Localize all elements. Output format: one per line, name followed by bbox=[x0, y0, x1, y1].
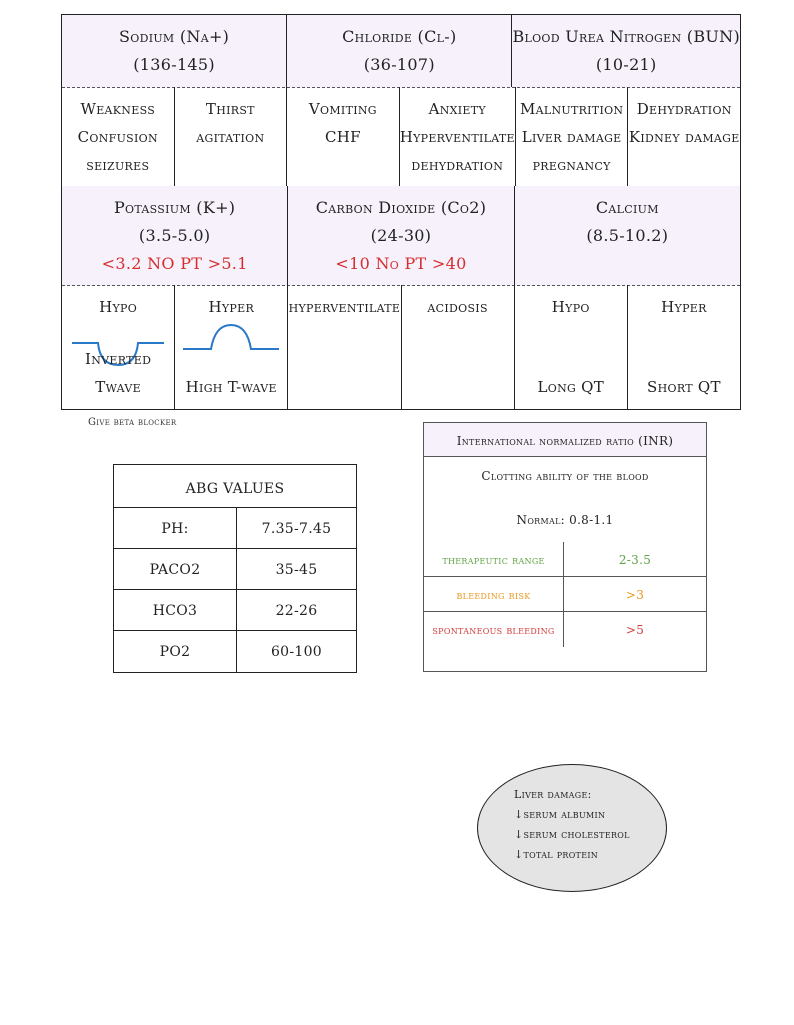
table-row bbox=[424, 542, 706, 577]
sodium-hyper-2: agitation bbox=[196, 128, 265, 146]
electrolyte-header-row-1 bbox=[62, 15, 740, 88]
inr-normal-range: Normal: 0.8-1.1 bbox=[516, 513, 614, 527]
table-row bbox=[114, 508, 356, 549]
abg-value: 22-26 bbox=[275, 603, 318, 619]
liver-damage-list bbox=[514, 785, 630, 865]
inr-box bbox=[423, 422, 707, 672]
potassium-hypo-label: Hypo bbox=[99, 298, 138, 316]
co2-right-text: acidosis bbox=[427, 298, 488, 316]
sodium-hypo-1: Weakness bbox=[80, 100, 156, 118]
calcium-title: Calcium bbox=[595, 198, 659, 217]
chloride-title: Chloride (Cl-) bbox=[342, 27, 457, 46]
co2-range: (24-30) bbox=[370, 226, 432, 245]
liver-title: Liver damage: bbox=[514, 788, 592, 801]
abg-value: 60-100 bbox=[270, 644, 323, 660]
chloride-hyper-cell bbox=[400, 87, 516, 186]
inr-title: International normalized ratio (INR) bbox=[424, 423, 706, 457]
calcium-range: (8.5-10.2) bbox=[586, 226, 669, 245]
co2-header bbox=[288, 186, 514, 285]
potassium-alert: <3.2 NO PT >5.1 bbox=[101, 254, 248, 273]
calcium-hyper-label: Hyper bbox=[661, 298, 707, 316]
co2-alert: <10 No PT >40 bbox=[335, 254, 467, 273]
potassium-header bbox=[62, 186, 288, 285]
inr-value: 2-3.5 bbox=[618, 553, 652, 567]
chloride-hypo-1: Vomiting bbox=[308, 100, 377, 118]
sodium-header bbox=[62, 15, 287, 87]
liver-damage-ellipse bbox=[477, 764, 667, 892]
co2-left-text: hyperventilate bbox=[288, 298, 401, 316]
calcium-hyper-ecg: Short QT bbox=[647, 378, 721, 396]
abg-value: 35-45 bbox=[275, 562, 318, 578]
chloride-range: (36-107) bbox=[363, 55, 435, 74]
inr-label: therapeutic range bbox=[424, 542, 564, 576]
sodium-hypo-cell bbox=[62, 87, 175, 186]
co2-title: Carbon Dioxide (Co2) bbox=[315, 198, 487, 217]
table-row bbox=[424, 577, 706, 612]
electrolyte-table bbox=[61, 14, 741, 410]
table-row bbox=[114, 549, 356, 590]
inr-label: spontaneous bleeding bbox=[424, 612, 564, 647]
bun-hypo-cell bbox=[516, 87, 629, 186]
abg-title: ABG VALUES bbox=[114, 465, 356, 508]
table-row bbox=[114, 590, 356, 631]
chloride-hyper-3: dehydration bbox=[411, 156, 504, 174]
calcium-hypo-ecg: Long QT bbox=[537, 378, 605, 396]
bun-hyper-1: Dehydration bbox=[636, 100, 732, 118]
potassium-hyper-label: Hyper bbox=[208, 298, 255, 316]
list-item: ↓serum albumin bbox=[514, 808, 606, 821]
abg-name: PACO2 bbox=[114, 549, 237, 589]
bun-header bbox=[512, 15, 740, 87]
calcium-hypo-label: Hypo bbox=[551, 298, 590, 316]
inr-table bbox=[424, 542, 706, 647]
bun-hyper-cell bbox=[628, 87, 740, 186]
bun-title: Blood Urea Nitrogen (BUN) bbox=[512, 27, 741, 46]
abg-table bbox=[113, 464, 357, 673]
bun-hypo-3: pregnancy bbox=[532, 156, 611, 174]
bun-hyper-2: Kidney damage bbox=[628, 128, 740, 146]
electrolyte-detail-row bbox=[62, 285, 740, 409]
inr-subtitle: Clotting ability of the blood bbox=[481, 469, 649, 483]
table-row bbox=[114, 631, 356, 672]
potassium-range: (3.5-5.0) bbox=[138, 226, 211, 245]
inr-value: >5 bbox=[625, 623, 645, 637]
inr-value: >3 bbox=[625, 588, 645, 602]
abg-name: HCO3 bbox=[114, 590, 237, 630]
co2-right-cell bbox=[402, 285, 515, 409]
table-row bbox=[424, 612, 706, 647]
calcium-hyper-cell bbox=[628, 285, 740, 409]
abg-value: 7.35-7.45 bbox=[261, 521, 332, 537]
potassium-title: Potassium (K+) bbox=[113, 198, 236, 217]
high-t-wave-icon bbox=[181, 323, 281, 357]
chloride-hyper-2: Hyperventilate bbox=[399, 128, 515, 146]
calcium-header bbox=[515, 186, 740, 285]
list-item: ↓serum cholesterol bbox=[514, 828, 630, 841]
potassium-hyper-ecg: High T-wave bbox=[185, 378, 277, 396]
sodium-hypo-2: Confusion bbox=[77, 128, 158, 146]
calcium-hypo-cell bbox=[515, 285, 628, 409]
abg-name: PO2 bbox=[114, 631, 237, 672]
bun-range: (10-21) bbox=[595, 55, 657, 74]
sodium-hyper-cell bbox=[175, 87, 288, 186]
beta-blocker-note: Give beta blocker bbox=[88, 417, 177, 428]
chloride-hypo-2: CHF bbox=[324, 128, 361, 146]
co2-left-cell bbox=[288, 285, 401, 409]
chloride-header bbox=[287, 15, 512, 87]
electrolyte-header-row-2 bbox=[62, 186, 740, 286]
electrolyte-symptom-row bbox=[62, 87, 740, 187]
potassium-hypo-ecg: Inverted Twave bbox=[84, 350, 152, 396]
sodium-title: Sodium (Na+) bbox=[119, 27, 230, 46]
potassium-hypo-cell bbox=[62, 285, 175, 409]
potassium-hyper-cell bbox=[175, 285, 288, 409]
bun-hypo-2: Liver damage bbox=[521, 128, 622, 146]
sodium-hypo-3: seizures bbox=[86, 156, 150, 174]
chloride-hypo-cell bbox=[287, 87, 400, 186]
list-item: ↓total protein bbox=[514, 848, 599, 861]
sodium-range: (136-145) bbox=[133, 55, 215, 74]
abg-name: PH: bbox=[114, 508, 237, 548]
sodium-hyper-1: Thirst bbox=[205, 100, 255, 118]
chloride-hyper-1: Anxiety bbox=[428, 100, 486, 118]
inr-label: bleeding risk bbox=[424, 577, 564, 611]
bun-hypo-1: Malnutrition bbox=[519, 100, 624, 118]
